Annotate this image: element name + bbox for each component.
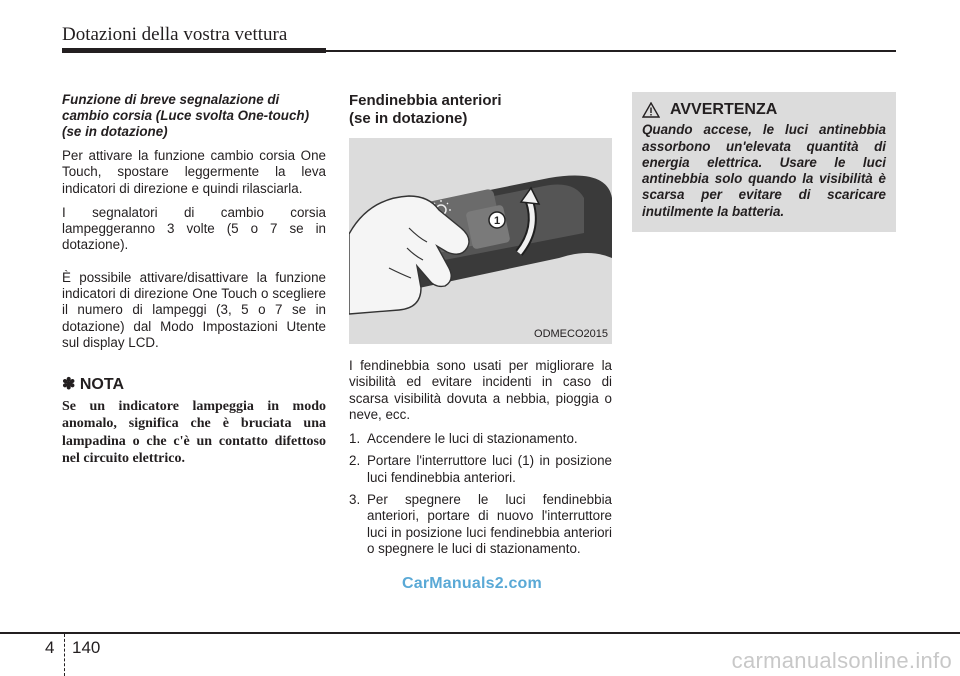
fog-lights-title <box>349 92 612 128</box>
right-column <box>632 92 896 232</box>
figure-caption: ODMECO2015 <box>534 327 608 340</box>
warning-body: Quando accese, le luci antinebbia assorbono un'elevata quantità di energia elettrica. Usare le luci antinebbia solo quando la visibilità è scarsa per evitare di scaricare inutilmente la batteria. <box>642 122 886 219</box>
fog-lights-title-line1: Fendinebbia anteriori <box>349 92 502 109</box>
middle-column <box>349 92 612 563</box>
footer-site-watermark: carmanualsonline.info <box>731 648 952 673</box>
nota-title: ✽ NOTA <box>62 376 124 394</box>
list-item <box>349 431 612 447</box>
header-rule-thin <box>326 50 896 52</box>
warning-box <box>632 92 896 232</box>
step-text: Portare l'interruttore luci (1) in posizione luci fendinebbia anteriori. <box>367 453 612 485</box>
fog-lights-title-line2: (se in dotazione) <box>349 110 468 127</box>
step-text: Per spegnere le luci fendinebbia anteriori, portare di nuovo l'interruttore luci in posizione luci fendinebbia anteriori o spegnere le luci di stazionamento. <box>367 492 612 556</box>
footer-page-number: 140 <box>72 638 101 657</box>
fog-light-switch-figure <box>349 138 612 344</box>
fog-lights-steps <box>349 431 612 557</box>
warning-triangle-icon <box>642 102 660 118</box>
watermark-link[interactable]: CarManuals2.com <box>402 575 542 592</box>
list-item <box>349 453 612 486</box>
nota-body: Se un indicatore lampeggia in modo anomalo, significa che è bruciata una lampadina o che c'è un contatto difettoso nel circuito elettrico. <box>62 398 326 467</box>
one-touch-subheading: Funzione di breve segnalazione di cambio corsia (Luce svolta One-touch) (se in dotazione) <box>62 92 310 139</box>
step-text: Accendere le luci di stazionamento. <box>367 431 578 447</box>
warning-header <box>642 102 886 118</box>
footer-rule <box>0 632 960 634</box>
footer-chapter-number: 4 <box>45 638 55 657</box>
paragraph-flash-count: I segnalatori di cambio corsia lampeggeranno 3 volte (5 o 7 se in dotazione). <box>62 204 326 253</box>
step-number: 1. <box>349 431 361 447</box>
footer-divider <box>64 634 65 676</box>
figure-callout-label: 1 <box>493 215 501 227</box>
paragraph-settings: È possibile attivare/disattivare la funzione indicatori di direzione One Touch o scegliere il numero di lampeggi (3, 5 o 7 se in dotazione) dal Modo Impostazioni Utente sul display LCD. <box>62 269 326 350</box>
hand-on-light-stalk-illustration <box>349 138 612 344</box>
paragraph-activate: Per attivare la funzione cambio corsia One Touch, spostare leggermente la leva indicatori di direzione e quindi rilasciarla. <box>62 148 326 196</box>
fog-lights-intro: I fendinebbia sono usati per migliorare la visibilità ed evitare incidenti in caso di scarsa visibilità dovuta a nebbia, pioggia o neve, ecc. <box>349 358 612 422</box>
page-header-title: Dotazioni della vostra vettura <box>62 24 288 45</box>
header-rule-thick <box>62 48 326 53</box>
left-column <box>62 92 326 468</box>
step-number: 3. <box>349 492 361 508</box>
step-number: 2. <box>349 453 361 469</box>
list-item <box>349 492 612 557</box>
warning-title: AVVERTENZA <box>670 101 778 118</box>
